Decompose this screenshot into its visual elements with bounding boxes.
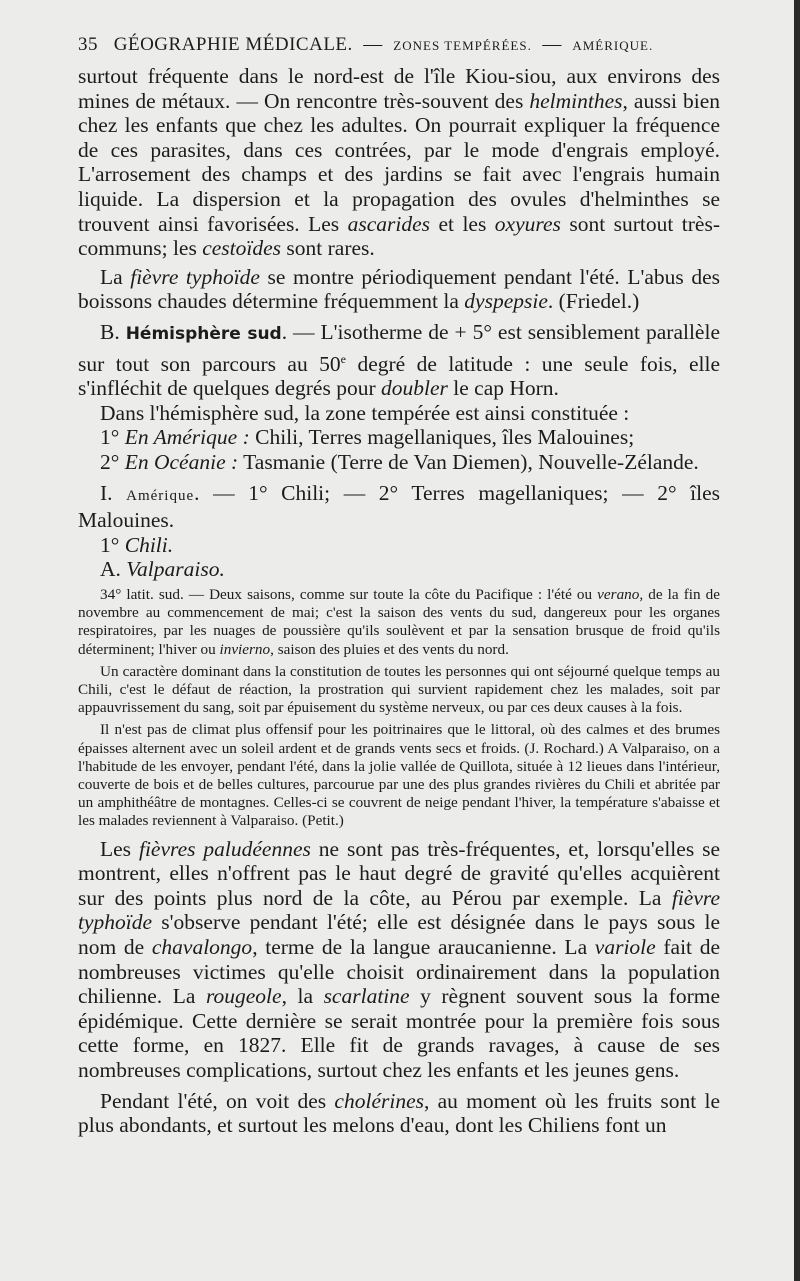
heading-chili: 1° Chili. (100, 532, 174, 557)
region-title: AMÉRIQUE. (572, 38, 654, 53)
page-number: 35 (78, 34, 98, 55)
paragraph-fevers: Les fièvres paludéennes ne sont pas très-fréquentes, et, lorsqu'elles se montrent, elles n'offrent pas le haut degré de gravité qu'elles acquièrent sur des points plus nord de la côte, au Pérou par exemple. La fièvre typhoïde s'observe pendant l'été; elle est désignée dans le pays sous le nom de chavalongo, terme de la langue araucanienne. La variole fait de nombreuses victimes qu'elle choisit ordinairement dans la population chilienne. La rougeole, la scarlatine y règnent souvent sous la forme épidémique. Cette dernière se serait montrée pour la première fois sous cette forme, en 1827. Elle fit de grands ravages, à cause de ses nombreuses complications, surtout chez les enfants et les jeunes gens. (78, 836, 721, 1083)
page-edge (794, 0, 800, 1281)
heading-valparaiso: A. Valparaiso. (100, 557, 225, 582)
paragraph-helminthes: surtout fréquente dans le nord-est de l'île Kiou-siou, aux environs des mines de métaux. — On rencontre très-souvent des helminthes, aussi bien chez les enfants que chez les adultes. On pourrait expliquer la fréquence de ces parasites, dans ces contrées, par le mode d'engrais employé. L'arrosement des champs et des jardins se fait avec l'engrais humain liquide. La dispersion et la propagation des ovules d'helminthes se trouvent ainsi favorisées. Les ascarides et les oxyures sont surtout très-communs; les cestoïdes sont rares. (78, 64, 720, 261)
paragraph-southern-hemisphere: B. Hémisphère sud. — L'isotherme de + 5° est sensiblement parallèle sur tout son parcours au 50e degré de latitude : une seule fois, elle s'infléchit de quelques degrés pour doubler le cap Horn. (78, 319, 720, 401)
small-paragraph-seasons: 34° latit. sud. — Deux saisons, comme sur toute la côte du Pacifique : l'été ou verano, de la fin de novembre au commencement de mai; c'est la saison des vents du sud, dangereux pour les organes respiratoires, par les nuages de poussière qu'ils soulèvent et par la sensation brusque de froid qu'ils déterminent; l'hiver ou invierno, saison des pluies et des vents du nord. (78, 586, 720, 658)
running-head: 35 GÉOGRAPHIE MÉDICALE. — ZONES TEMPÉRÉES. — AMÉRIQUE. (78, 34, 654, 55)
small-paragraph-climate: Il n'est pas de climat plus offensif pour les poitrinaires que le littoral, où des calmes et des brumes épaisses alternent avec un soleil ardent et de grands vents secs et froids. (J. Rochard.) A Valparaiso, on a l'habitude de les envoyer, pendant l'été, dans la jolie vallée de Quillota, située à 12 lieues dans l'intérieur, couverte de bois et de belles cultures, parcourue par une des plus grandes rivières du Chili et abritée par un amphithéâtre de montagnes. Celles-ci se couvrent de neige pendant l'hiver, la température s'abaisse et les malades reviennent à Valparaiso. (Petit.) (78, 721, 720, 830)
section-heading: Hémisphère sud (125, 323, 282, 344)
paragraph-cholerines: Pendant l'été, on voit des cholérines, au moment où les fruits sont le plus abondants, et surtout les melons d'eau, dont les Chiliens font un (78, 1088, 720, 1138)
list-item-oceania: 2° En Océanie : Tasmanie (Terre de Van Diemen), Nouvelle-Zélande. (100, 450, 699, 475)
subsection-heading-america: I. Amérique. — 1° Chili; — 2° Terres magellaniques; — 2° îles Malouines. (78, 480, 720, 533)
paragraph-zone-intro: Dans l'hémisphère sud, la zone tempérée est ainsi constituée : (100, 400, 630, 425)
paragraph-typhoid: La fièvre typhoïde se montre périodiquement pendant l'été. L'abus des boissons chaudes détermine fréquemment la dyspepsie. (Friedel.) (78, 264, 720, 314)
section-title: ZONES TEMPÉRÉES. (393, 38, 532, 53)
book-title: GÉOGRAPHIE MÉDICALE. (113, 34, 353, 55)
small-paragraph-constitution: Un caractère dominant dans la constitution de toutes les personnes qui ont séjourné quelque temps au Chili, c'est le défaut de réaction, la prostration qui survient rapidement chez les malades, soit par appauvrissement du sang, soit par épuisement du système nerveux, ou par ces deux causes à la fois. (78, 662, 720, 717)
list-item-america: 1° En Amérique : Chili, Terres magellaniques, îles Malouines; (100, 425, 635, 450)
